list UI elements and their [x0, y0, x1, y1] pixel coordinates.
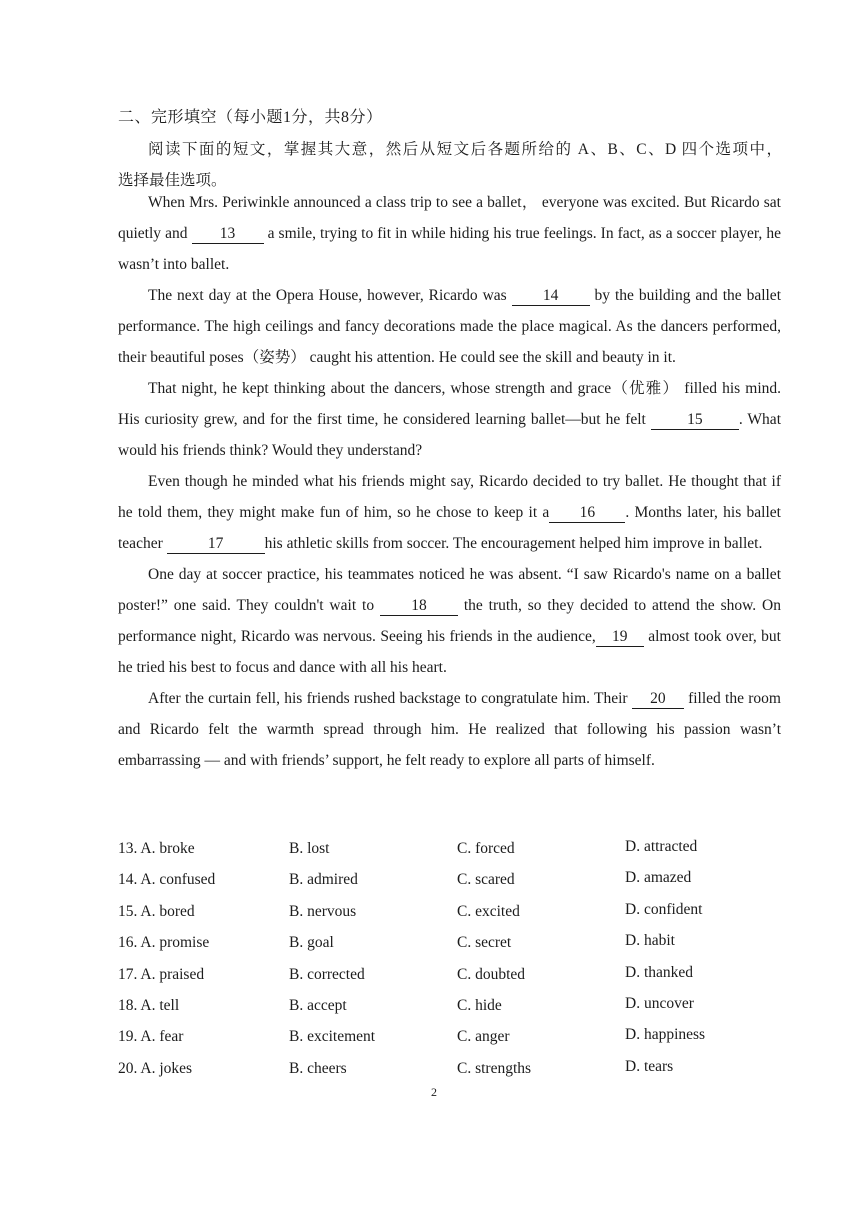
answer-options [118, 840, 798, 1091]
question-row-13 [118, 840, 798, 871]
page-number: 2 [431, 1085, 437, 1099]
instruction-line-2: 选择最佳选项。 [118, 172, 227, 189]
option-b: B. lost [289, 840, 330, 857]
passage-paragraph-6: After the curtain fell, his friends rushed backstage to congratulate him. Their 20 filled the room and Ricardo felt the warmth spread through him. He realized that following his passion wasn’t embarrassing — and with friends’ support, he felt ready to explore all parts of himself. [118, 690, 781, 769]
blank-13: 13 [192, 225, 264, 244]
option-d: D. confident [625, 900, 703, 918]
option-d: D. tears [625, 1057, 674, 1075]
question-row-14 [118, 871, 798, 902]
option-a: 19. A. fear [118, 1028, 184, 1046]
option-c: C. anger [457, 1028, 510, 1046]
option-b: B. admired [289, 871, 358, 889]
blank-17: 17 [167, 535, 265, 554]
question-row-19 [118, 1028, 798, 1059]
option-a: 18. A. tell [118, 996, 180, 1014]
option-d: D. amazed [625, 869, 692, 887]
option-b: B. nervous [289, 902, 357, 920]
option-d: D. thanked [625, 963, 694, 981]
option-d: D. habit [625, 932, 675, 950]
option-c: C. strengths [457, 1059, 532, 1077]
option-d: D. uncover [625, 994, 694, 1012]
option-a: 20. A. jokes [118, 1059, 193, 1077]
blank-20: 20 [632, 690, 684, 709]
option-a: 17. A. praised [118, 965, 205, 983]
option-b: B. goal [289, 934, 334, 952]
passage-paragraph-3: That night, he kept thinking about the dancers, whose strength and grace（优雅） filled his mind. His curiosity grew, and for the first time, he considered learning ballet—but he felt 15 . What would his friends think? Would they understand? [118, 380, 781, 459]
option-a: 13. A. broke [118, 840, 195, 857]
blank-16: 16 [549, 504, 625, 523]
option-b: B. accept [289, 996, 347, 1014]
option-c: C. forced [457, 840, 515, 857]
question-row-18 [118, 994, 798, 1028]
option-b: B. cheers [289, 1059, 347, 1077]
instruction-line-1: 阅读下面的短文，掌握其大意，然后从短文后各题所给的 A、B、C、D 四个选项中， [148, 141, 782, 158]
passage-paragraph-2: The next day at the Opera House, however, Ricardo was 14 by the building and the ballet performance. The high ceilings and fancy decorations made the place magical. As the dancers performed, their beautiful poses（姿势） caught his attention. He could see the skill and beauty in it. [118, 287, 781, 366]
option-a: 16. A. promise [118, 934, 210, 952]
blank-14: 14 [512, 287, 590, 306]
option-b: B. corrected [289, 965, 365, 983]
cloze-passage [118, 187, 781, 776]
option-d: D. happiness [625, 1026, 706, 1044]
question-row-17 [118, 963, 798, 997]
passage-paragraph-4: Even though he minded what his friends might say, Ricardo decided to try ballet. He thought that if he told them, they might make fun of him, so he chose to keep it a 16 . Months later, his ballet teacher 17 his athletic skills from soccer. The encouragement helped him improve in ballet. [118, 473, 781, 552]
option-b: B. excitement [289, 1028, 376, 1046]
option-a: 15. A. bored [118, 902, 195, 920]
question-row-15 [118, 900, 798, 934]
option-c: C. doubted [457, 965, 526, 983]
option-a: 14. A. confused [118, 871, 216, 889]
passage-paragraph-5: One day at soccer practice, his teammates noticed he was absent. “I saw Ricardo's name on a ballet poster!” one said. They couldn't wait to 18 the truth, so they decided to attend the show. On performance night, Ricardo was nervous. Seeing his friends in the audience, 19 almost took over, but he tried his best to focus and dance with all his heart. [118, 566, 781, 676]
option-c: C. excited [457, 902, 520, 920]
blank-19: 19 [596, 628, 644, 647]
blank-15: 15 [651, 411, 739, 430]
option-d: D. attracted [625, 838, 698, 855]
section-title: 二、完形填空（每小题1分，共8分） [118, 109, 383, 126]
option-c: C. scared [457, 871, 515, 889]
question-row-16 [118, 934, 798, 965]
blank-18: 18 [380, 597, 458, 616]
option-c: C. secret [457, 934, 512, 952]
passage-paragraph-1: When Mrs. Periwinkle announced a class trip to see a ballet， everyone was excited. But Ricardo sat quietly and 13 a smile, trying to fit in while hiding his true feelings. In fact, as a soccer player, he wasn’t into ballet. [118, 194, 781, 273]
option-c: C. hide [457, 996, 502, 1014]
